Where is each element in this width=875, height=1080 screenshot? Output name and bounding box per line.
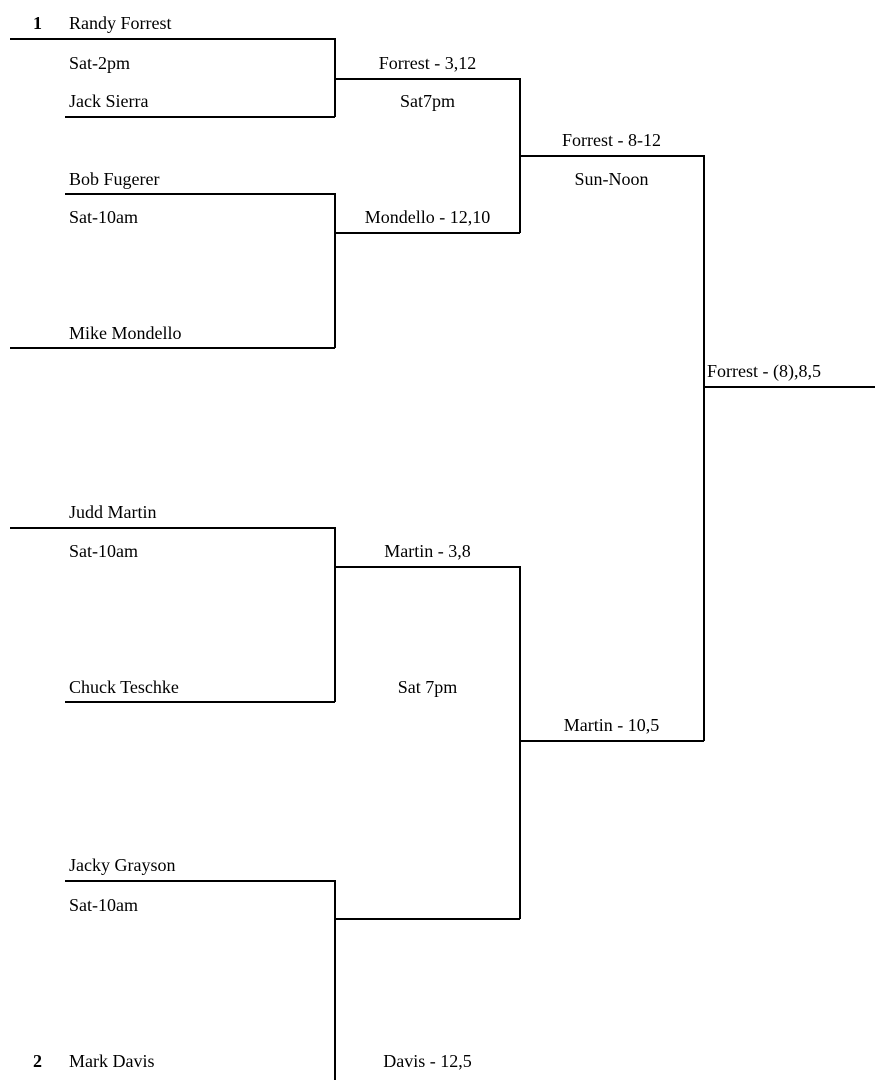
seed-2: 2 xyxy=(33,1051,42,1071)
bracket-connector-r2-bottom xyxy=(519,566,521,919)
bracket-line-r1-m3-top xyxy=(10,527,335,529)
bracket-line-r2-m3 xyxy=(334,566,520,568)
bracket-line-r1-m1-bottom xyxy=(65,116,335,118)
match-time-r3-top: Sun-Noon xyxy=(574,169,649,189)
bracket-line-final xyxy=(703,386,875,388)
player-jacky-grayson: Jacky Grayson xyxy=(69,855,176,875)
bracket-line-r2-m1 xyxy=(334,78,520,80)
winner-r2-m4: Davis - 12,5 xyxy=(383,1051,472,1071)
player-judd-martin: Judd Martin xyxy=(69,502,157,522)
bracket-line-r1-m4-top xyxy=(65,880,335,882)
match-time-r1-m2: Sat-10am xyxy=(69,207,138,227)
match-time-r1-m3: Sat-10am xyxy=(69,541,138,561)
winner-r2-m3: Martin - 3,8 xyxy=(384,541,471,561)
winner-r2-m2: Mondello - 12,10 xyxy=(364,207,491,227)
winner-r3-bottom: Martin - 10,5 xyxy=(563,715,660,735)
bracket-line-r1-m1-top xyxy=(10,38,335,40)
bracket-line-r2-m4 xyxy=(334,918,520,920)
winner-r3-top: Forrest - 8-12 xyxy=(562,130,661,150)
bracket-line-r1-m2-bottom xyxy=(10,347,335,349)
match-time-r1-m4: Sat-10am xyxy=(69,895,138,915)
seed-1: 1 xyxy=(33,13,42,33)
player-jack-sierra: Jack Sierra xyxy=(69,91,149,111)
bracket-line-r1-m3-bottom xyxy=(65,701,335,703)
player-randy-forrest: Randy Forrest xyxy=(69,13,172,33)
player-bob-fugerer: Bob Fugerer xyxy=(69,169,160,189)
bracket-connector-r3 xyxy=(703,155,705,741)
bracket-line-r1-m2-top xyxy=(65,193,335,195)
bracket-line-r3-top xyxy=(519,155,704,157)
winner-r2-m1: Forrest - 3,12 xyxy=(378,53,477,73)
match-time-r1-m1: Sat-2pm xyxy=(69,53,130,73)
player-mike-mondello: Mike Mondello xyxy=(69,323,182,343)
player-mark-davis: Mark Davis xyxy=(69,1051,155,1071)
bracket-line-r3-bottom xyxy=(519,740,704,742)
match-time-r2-m3: Sat 7pm xyxy=(397,677,458,697)
bracket-line-r2-m2 xyxy=(334,232,520,234)
final-winner: Forrest - (8),8,5 xyxy=(707,361,821,381)
player-chuck-teschke: Chuck Teschke xyxy=(69,677,179,697)
match-time-r2-m1: Sat7pm xyxy=(399,91,455,111)
